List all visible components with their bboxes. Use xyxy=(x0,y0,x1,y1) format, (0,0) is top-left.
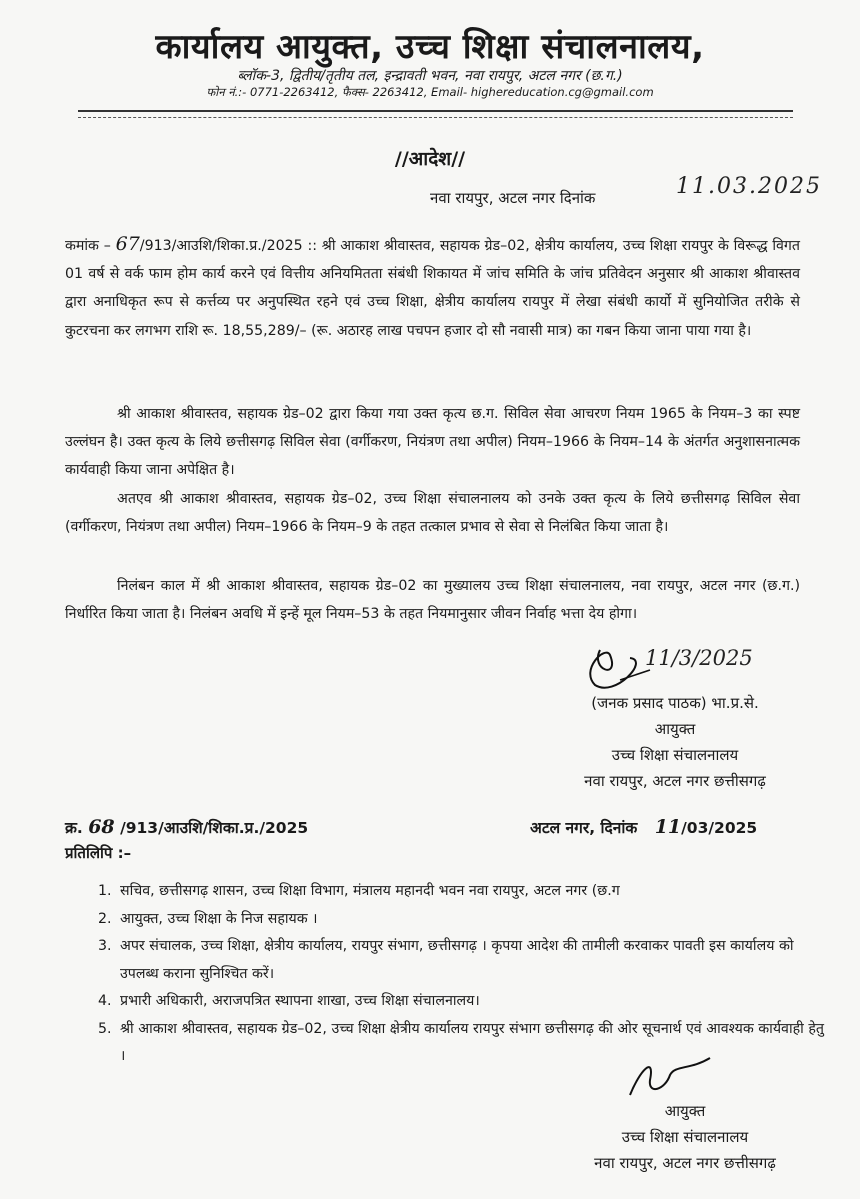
recipient-list xyxy=(90,878,826,1071)
copy-label: प्रतिलिपि :– xyxy=(65,844,132,862)
order-paragraph-1 xyxy=(65,230,800,345)
copy-date-day: 11 xyxy=(654,816,682,838)
signatory-block xyxy=(555,690,795,794)
copy-date-prefix: अटल नगर, दिनांक xyxy=(530,819,638,837)
office-contact: फोन नं.:- 0771-2263412, फैक्स- 2263412, Email- highereducation.cg@gmail.com xyxy=(206,85,654,99)
list-item: 2. आयुक्त, उच्च शिक्षा के निज सहायक । xyxy=(116,906,826,934)
order-paragraph-2-text: श्री आकाश श्रीवास्तव, सहायक ग्रेड–02 द्वारा किया गया उक्त कृत्य छ.ग. सिविल सेवा आचरण नियम 1965 के नियम–3 का स्पष्ट उल्लंघन है। उक्त कृत्य के लिये छत्तीसगढ़ सिविल सेवा (वर्गीकरण, नियंत्रण तथा अपील) नियम–1966 के नियम–14 के अंतर्गत अनुशासनात्मक कार्यवाही किया जाना अपेक्षित है। xyxy=(65,406,800,479)
signatory-place-2: नवा रायपुर, अटल नगर छत्तीसगढ़ xyxy=(594,1154,776,1172)
list-item: 4. प्रभारी अधिकारी, अराजपत्रित स्थापना शाखा, उच्च शिक्षा संचालनालय। xyxy=(116,988,826,1016)
signatory-block-2 xyxy=(565,1098,805,1176)
copy-date xyxy=(530,816,757,838)
header-divider xyxy=(78,110,793,112)
order-paragraph-4 xyxy=(65,572,800,628)
signatory-office: उच्च शिक्षा संचालनालय xyxy=(611,746,739,764)
copy-ref-suffix: /913/आउशि/शिका.प्र./2025 xyxy=(120,819,309,837)
header-divider-dashed xyxy=(78,117,793,118)
signatory-office-2: उच्च शिक्षा संचालनालय xyxy=(621,1128,749,1146)
list-item: 3. अपर संचालक, उच्च शिक्षा, क्षेत्रीय कार्यालय, रायपुर संभाग, छत्तीसगढ़ । कृपया आदेश की तामीली करवाकर पावती इस कार्यालय को उपलब्ध कराना सुनिश्चित करें। xyxy=(116,933,826,988)
office-address: ब्लॉक-3, द्वितीय/तृतीय तल, इन्द्रावती भवन, नवा रायपुर, अटल नगर (छ.ग.) xyxy=(237,68,623,84)
office-title: कार्यालय आयुक्त, उच्च शिक्षा संचालनालय, xyxy=(155,27,705,67)
order-ref-body: /913/आउशि/शिका.प्र./2025 :: श्री आकाश श्रीवास्तव, सहायक ग्रेड–02, क्षेत्रीय कार्यालय, उच्च शिक्षा रायपुर के विरूद्ध विगत 01 वर्ष से वर्क फाम होम कार्य करने एवं वित्तीय अनियमितता संबंधी शिकायत में जांच समिति के जांच प्रतिवेदन अनुसार श्री आकाश श्रीवास्तव द्वारा अनाधिकृत रूप से कर्त्तव्य पर अनुपस्थित रहने एवं उच्च शिक्षा, क्षेत्रीय कार्यालय रायपुर में लेखा संबंधी कार्यो में सुनियोजित तरीके से कुटरचना कर लगभग राशि रू. 18,55,289/– (रू. अठारह लाख पचपन हजार दो सौ नवासी मात्र) का गबन किया जाना पाया गया है। xyxy=(65,238,801,339)
order-ref-prefix: कमांक – xyxy=(65,238,111,254)
signature-date-handwritten: 11/3/2025 xyxy=(645,646,753,670)
signatory-designation-2: आयुक्त xyxy=(664,1102,706,1120)
order-paragraph-3-text: अतएव श्री आकाश श्रीवास्तव, सहायक ग्रेड–02, उच्च शिक्षा संचालनालय को उनके उक्त कृत्य के लिये छत्तीसगढ़ सिविल सेवा (वर्गीकरण, नियंत्रण तथा अपील) नियम–1966 के नियम–9 के तहत तत्काल प्रभाव से सेवा से निलंबित किया जाता है। xyxy=(65,491,800,536)
order-date-label: नवा रायपुर, अटल नगर दिनांक xyxy=(430,189,596,207)
list-item: 1. सचिव, छत्तीसगढ़ शासन, उच्च शिक्षा विभाग, मंत्रालय महानदी भवन नवा रायपुर, अटल नगर (छ.ग xyxy=(116,878,826,906)
signatory-place: नवा रायपुर, अटल नगर छत्तीसगढ़ xyxy=(584,772,766,790)
order-paragraph-4-text: निलंबन काल में श्री आकाश श्रीवास्तव, सहायक ग्रेड–02 का मुख्यालय उच्च शिक्षा संचालनालय, नवा रायपुर, अटल नगर (छ.ग.) निर्धारित किया जाता है। निलंबन अवधि में इन्हें मूल नियम–53 के तहत नियमानुसार जीवन निर्वाह भत्ता देय होगा। xyxy=(65,578,800,623)
signature-mark-2 xyxy=(610,1050,730,1105)
order-paragraph-2 xyxy=(65,400,800,485)
order-heading: //आदेश// xyxy=(394,148,466,170)
order-date-handwritten: 11.03.2025 xyxy=(676,174,822,199)
list-item: 5. श्री आकाश श्रीवास्तव, सहायक ग्रेड–02, उच्च शिक्षा क्षेत्रीय कार्यालय रायपुर संभाग छत्तीसगढ़ की ओर सूचनार्थ एवं आवश्यक कार्यवाही हेतु । xyxy=(116,1016,826,1071)
copy-ref-number: 68 xyxy=(88,816,115,838)
order-ref-number: 67 xyxy=(115,233,140,255)
order-paragraph-3 xyxy=(65,485,800,541)
signatory-designation: आयुक्त xyxy=(654,720,696,738)
signatory-name: (जनक प्रसाद पाठक) भा.प्र.से. xyxy=(591,694,759,712)
copy-reference xyxy=(65,816,308,838)
copy-date-rest: /03/2025 xyxy=(681,819,758,837)
copy-ref-prefix: क्र. xyxy=(65,819,83,837)
